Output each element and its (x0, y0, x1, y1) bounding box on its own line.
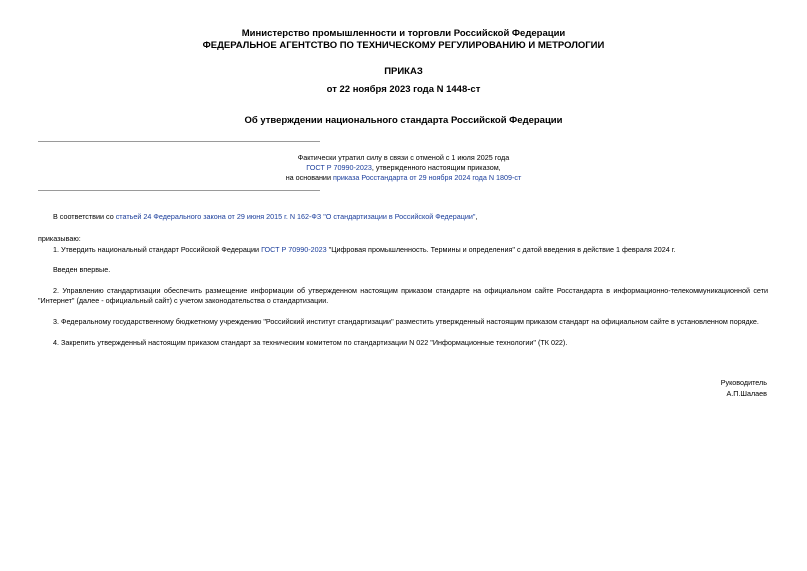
signature-title: Руководитель (720, 378, 767, 387)
order-link[interactable]: приказа Росстандарта от 29 ноября 2024 года N 1809-ст (332, 173, 522, 182)
gost-link-item[interactable]: ГОСТ Р 70990-2023 (261, 245, 327, 254)
item-1-suffix: "Цифровая промышленность. Термины и определения" с датой введения в действие 1 февраля 2024 г. (326, 245, 676, 254)
divider-top (38, 141, 320, 142)
document-date-number: от 22 ноября 2023 года N 1448-ст (326, 84, 481, 95)
status-note-line3-prefix: на основании (285, 173, 333, 182)
status-note-line2-text: , утвержденного настоящим приказом, (371, 163, 501, 172)
law-link[interactable]: статьей 24 Федерального закона от 29 июня 2015 г. N 162-ФЗ "О стандартизации в Российской Федерации" (115, 212, 476, 221)
ministry-name: Министерство промышленности и торговли Российской Федерации (241, 28, 566, 39)
intro-first: Введен впервые. (53, 265, 111, 274)
gost-link-note[interactable]: ГОСТ Р 70990-2023 (306, 163, 372, 172)
order-word: приказываю: (38, 234, 81, 243)
preamble-prefix: В соответствии со (53, 212, 116, 221)
document-subject: Об утверждении национального стандарта Российской Федерации (244, 115, 563, 126)
divider-bottom (38, 190, 320, 191)
document-type: ПРИКАЗ (384, 66, 423, 77)
signature-name: А.П.Шалаев (726, 389, 767, 398)
status-note-line1: Фактически утратил силу в связи с отменой с 1 июля 2025 года (297, 153, 510, 162)
item-2: 2. Управлению стандартизации обеспечить размещение информации об утвержденном настоящим приказом стандарте на официальном сайте Росстандарта в информационно-телекоммуникационной сети "Интернет" (далее - официальный сайт) с учетом законодательства о стандартизации. (38, 286, 768, 305)
item-4: 4. Закрепить утвержденный настоящим приказом стандарт за техническим комитетом по стандартизации N 022 "Информационные технологии" (ТК 022). (53, 338, 568, 347)
item-1-prefix: 1. Утвердить национальный стандарт Российской Федерации (53, 245, 262, 254)
agency-name: ФЕДЕРАЛЬНОЕ АГЕНТСТВО ПО ТЕХНИЧЕСКОМУ РЕГУЛИРОВАНИЮ И МЕТРОЛОГИИ (202, 40, 605, 51)
status-note-line2 (0, 163, 807, 173)
status-note-line3 (0, 173, 807, 183)
preamble (53, 212, 477, 222)
item-1 (53, 245, 676, 255)
item-3: 3. Федеральному государственному бюджетному учреждению "Российский институт стандартизации" разместить утвержденный настоящим приказом стандарт на официальном сайте в установленном порядке. (53, 317, 759, 326)
preamble-suffix: , (475, 212, 478, 221)
